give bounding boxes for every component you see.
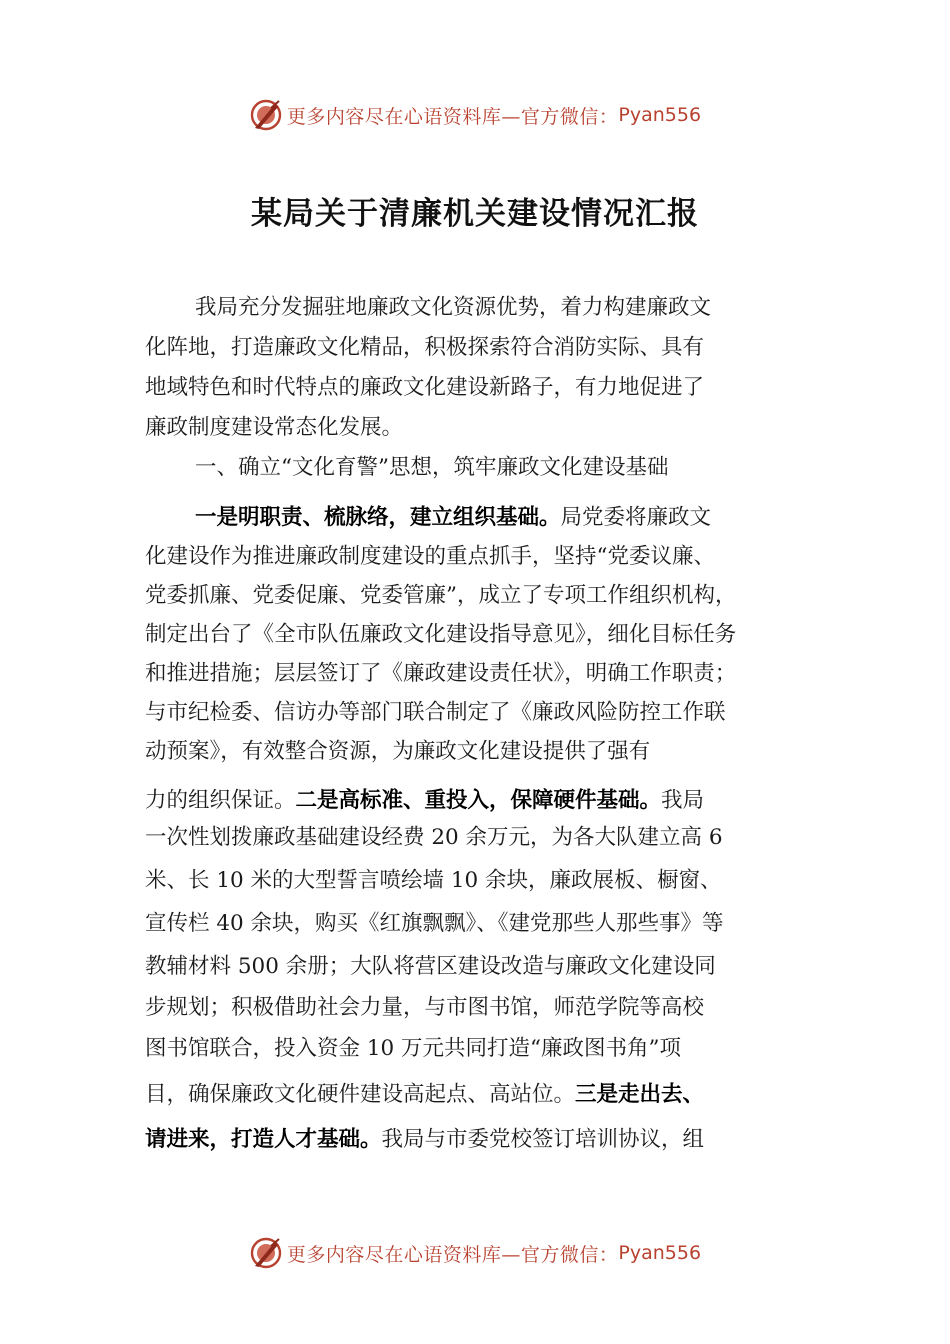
- text-run: 局党委将廉政文: [560, 505, 712, 530]
- quill-seal-icon: [249, 1236, 283, 1270]
- quill-seal-icon: [249, 98, 283, 132]
- header-banner: [0, 95, 950, 135]
- document-title: 某局关于清廉机关建设情况汇报: [251, 196, 699, 232]
- footer-banner: [0, 1233, 950, 1273]
- banner-wechat-id: Pyan556: [618, 104, 702, 126]
- intro-line: 化阵地，打造廉政文化精品，积极探索符合消防实际、具有: [145, 335, 705, 360]
- paragraph-line: 化建设作为推进廉政制度建设的重点抓手，坚持“党委议廉、: [145, 544, 715, 569]
- banner-wechat-id: Pyan556: [618, 1242, 702, 1264]
- paragraph-line: 步规划；积极借助社会力量，与市图书馆，师范学院等高校: [145, 995, 705, 1020]
- paragraph-line: 图书馆联合，投入资金 10 万元共同打造“廉政图书角”项: [145, 1036, 682, 1061]
- text-run: 目，确保廉政文化硬件建设高起点、高站位。: [145, 1082, 576, 1107]
- bold-lead: 一是明职责、梳脉络，建立组织基础。: [195, 505, 561, 530]
- paragraph-line: 党委抓廉、党委促廉、党委管廉”，成立了专项工作组织机构，: [145, 583, 737, 608]
- bold-lead: 请进来，打造人才基础。: [145, 1127, 382, 1152]
- paragraph-line: [145, 786, 704, 816]
- bold-lead: 二是高标准、重投入，保障硬件基础。: [295, 788, 662, 813]
- paragraph-line: 米、长 10 米的大型誓言喷绘墙 10 余块，廉政展板、橱窗、: [145, 868, 722, 893]
- text-run: 我局: [661, 788, 705, 813]
- section-heading: 一、确立“文化育警”思想，筑牢廉政文化建设基础: [195, 455, 669, 480]
- paragraph-line: [145, 1125, 704, 1155]
- intro-line: 地域特色和时代特点的廉政文化建设新路子，有力地促进了: [145, 375, 705, 400]
- paragraph-line: [195, 503, 711, 533]
- paragraph-line: 动预案》，有效整合资源，为廉政文化建设提供了强有: [145, 739, 651, 764]
- paragraph-line: 和推进措施；层层签订了《廉政建设责任状》，明确工作职责；: [145, 661, 737, 686]
- paragraph-line: 一次性划拨廉政基础建设经费 20 余万元，为各大队建立高 6: [145, 825, 723, 850]
- paragraph-line: 制定出台了《全市队伍廉政文化建设指导意见》，细化目标任务: [145, 622, 737, 647]
- banner-text: 更多内容尽在心语资料库—官方微信：: [286, 1243, 619, 1266]
- paragraph-line: [145, 1080, 704, 1110]
- paragraph-line: 宣传栏 40 余块，购买《红旗飘飘》、《建党那些人那些事》等: [145, 911, 724, 936]
- paragraph-line: 教辅材料 500 余册；大队将营区建设改造与廉政文化建设同: [145, 954, 716, 979]
- bold-lead: 三是走出去、: [575, 1082, 705, 1107]
- intro-line: 廉政制度建设常态化发展。: [145, 415, 404, 440]
- banner-text: 更多内容尽在心语资料库—官方微信：: [286, 105, 619, 128]
- intro-line: 我局充分发掘驻地廉政文化资源优势，着力构建廉政文: [195, 295, 712, 320]
- text-run: 力的组织保证。: [145, 788, 296, 813]
- paragraph-line: 与市纪检委、信访办等部门联合制定了《廉政风险防控工作联: [145, 700, 726, 725]
- text-run: 我局与市委党校签订培训协议，组: [381, 1127, 705, 1152]
